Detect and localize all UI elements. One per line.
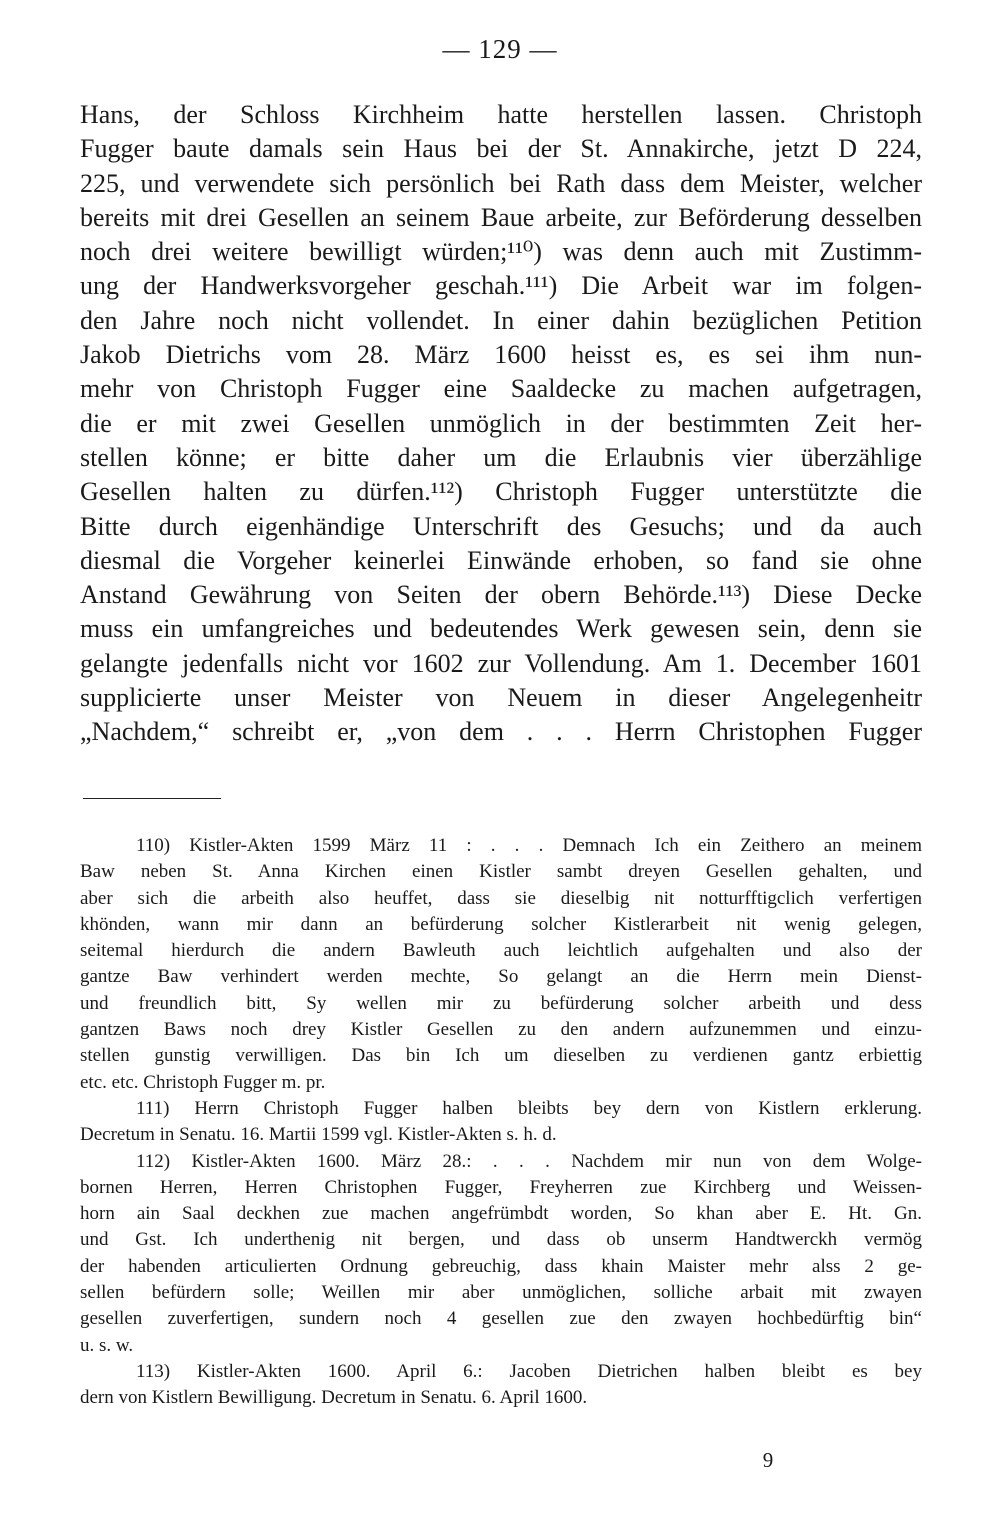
footnote-line: etc. etc. Christoph Fugger m. pr. <box>80 1071 326 1093</box>
footnote-113 <box>80 1359 922 1412</box>
body-line: Jakob Dietrichs vom 28. März 1600 heisst es, es sei ihm nun- <box>80 340 922 370</box>
body-line: stellen könne; er bitte daher um die Erlaubnis vier überzählige <box>80 442 922 472</box>
footnote-line: bornen Herren, Herren Christophen Fugger, Freyherren zue Kirchberg und Weissen- <box>80 1176 922 1198</box>
footnote-line: 112) Kistler-Akten 1600. März 28.: . . . Nachdem mir nun von dem Wolge- <box>136 1150 922 1172</box>
body-line: ung der Handwerksvorgeher geschah.¹¹¹) Die Arbeit war im folgen- <box>80 271 922 301</box>
body-line: bereits mit drei Gesellen an seinem Baue arbeite, zur Beförderung desselben <box>80 202 922 232</box>
footnote-112 <box>80 1149 922 1359</box>
body-line: mehr von Christoph Fugger eine Saaldecke zu machen aufgetragen, <box>80 374 922 404</box>
footnote-line: 110) Kistler-Akten 1599 März 11 : . . . Demnach Ich ein Zeithero an meinem <box>136 835 922 856</box>
footnote-line: 113) Kistler-Akten 1600. April 6.: Jacoben Dietrichen halben bleibt es bey <box>136 1360 922 1382</box>
footnote-111 <box>80 1096 922 1149</box>
footnote-line: gantzen Baws noch drey Kistler Gesellen zu den andern aufzunemmen und einzu- <box>80 1019 922 1041</box>
body-line: Gesellen halten zu dürfen.¹¹²) Christoph Fugger unterstützte die <box>80 477 922 507</box>
body-line: 225, und verwendete sich persönlich bei Rath dass dem Meister, welcher <box>80 168 922 198</box>
footnote-110 <box>80 833 922 1096</box>
body-line: Fugger baute damals sein Haus bei der St. Annakirche, jetzt D 224, <box>80 134 922 164</box>
body-line: gelangte jedenfalls nicht vor 1602 zur Vollendung. Am 1. December 1601 <box>80 648 922 678</box>
page-number: — 129 — <box>442 34 558 64</box>
footnote-line: stellen gunstig verwilligen. Das bin Ich um dieselben zu verdienen gantz erbiettig <box>80 1045 922 1067</box>
body-line: „Nachdem,“ schreibt er, „von dem . . . Herrn Christophen Fugger <box>80 717 922 747</box>
footnote-line: 111) Herrn Christoph Fugger halben bleibts bey dern von Kistlern erklerung. <box>136 1097 922 1119</box>
footnote-line: aber sich die arbeith also heuffet, dass sie dieselbig nit notturfftigclich verfertigen <box>80 887 922 909</box>
footnote-line: und Gst. Ich underthenig nit bergen, und dass ob unserm Handtwerckh vermög <box>80 1229 922 1251</box>
body-line: Anstand Gewährung von Seiten der obern Behörde.¹¹³) Diese Decke <box>80 580 922 610</box>
body-line: die er mit zwei Gesellen unmöglich in der bestimmten Zeit her- <box>80 408 922 438</box>
body-line: diesmal die Vorgeher keinerlei Einwände erhoben, so fand sie ohne <box>80 545 922 575</box>
footnote-line: Baw neben St. Anna Kirchen einen Kistler sambt dreyen Gesellen gehalten, und <box>80 861 922 883</box>
footnote-line: dern von Kistlern Bewilligung. Decretum in Senatu. 6. April 1600. <box>80 1387 588 1409</box>
footnote-line: und freundlich bitt, Sy wellen mir zu befürderung solcher arbeith und dess <box>80 992 922 1014</box>
footnote-line: sellen befürdern solle; Weillen mir aber unmöglichen, solliche arbait mit zwayen <box>80 1282 922 1304</box>
footnote-line: gantze Baw verhindert werden mechte, So gelangt an die Herrn mein Dienst- <box>80 966 922 988</box>
footnote-line: gesellen zuverfertigen, sundern noch 4 gesellen zue den zwayen hochbedürftig bin“ <box>80 1308 922 1330</box>
footnote-separator <box>83 798 221 799</box>
footnote-line: Decretum in Senatu. 16. Martii 1599 vgl. Kistler-Akten s. h. d. <box>80 1124 557 1146</box>
body-line: den Jahre noch nicht vollendet. In einer dahin bezüglichen Petition <box>80 305 922 335</box>
footnote-line: u. s. w. <box>80 1334 134 1356</box>
footnote-line: horn ain Saal deckhen zue machen angefrümbdt worden, So khan aber E. Ht. Gn. <box>80 1203 922 1225</box>
main-text <box>80 98 922 750</box>
body-line: noch drei weitere bewilligt würden;¹¹⁰) was denn auch mit Zustimm- <box>80 237 922 267</box>
footnotes <box>80 833 922 1412</box>
signature-mark: 9 <box>762 1448 774 1472</box>
footnote-line: seitemal hierdurch die andern Bawleuth auch leichtlich aufgehalten und also der <box>80 940 922 962</box>
body-line: Bitte durch eigenhändige Unterschrift des Gesuchs; und da auch <box>80 511 922 541</box>
body-line: supplicierte unser Meister von Neuem in dieser Angelegenheitr <box>80 683 922 713</box>
footnote-line: khönden, wann mir dann an befürderung solcher Kistlerarbeit nit wenig gelegen, <box>80 913 922 935</box>
body-line: Hans, der Schloss Kirchheim hatte herstellen lassen. Christoph <box>80 100 922 129</box>
body-line: muss ein umfangreiches und bedeutendes Werk gewesen sein, denn sie <box>80 614 922 644</box>
footnote-line: der habenden articulierten Ordnung gebreuchig, dass khain Maister mehr alss 2 ge- <box>80 1255 922 1277</box>
